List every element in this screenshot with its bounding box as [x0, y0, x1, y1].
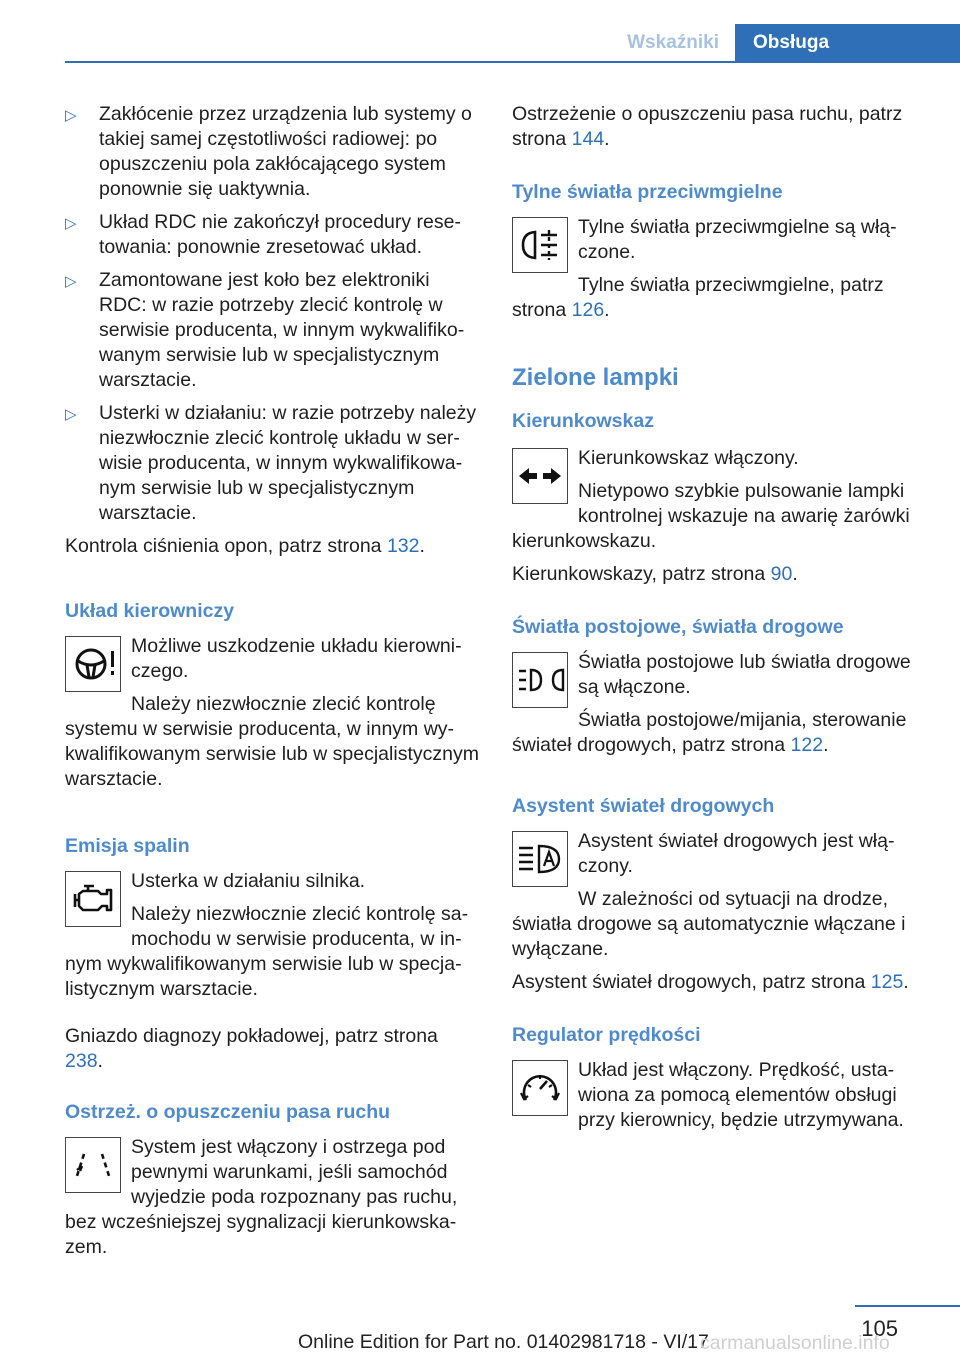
high-beam-text-1: Asystent świateł drogowych jest włączony. [578, 830, 895, 877]
list-item: ▷ Zamontowane jest koło bez elektroniki RDC: w razie potrzeby zlecić kontrolę w serwisie producenta, w innym wykwalifikowanym serwisie lub w specjalistycznym warsztacie. [65, 269, 465, 391]
list-item: ▷ Układ RDC nie zakończył procedury resetowania: ponownie zresetować układ. [65, 211, 461, 258]
triangle-bullet-icon: ▷ [65, 406, 77, 423]
rear-fog-entry [512, 215, 932, 331]
parking-entry [512, 650, 932, 766]
triangle-bullet-icon: ▷ [65, 273, 77, 290]
list-item: ▷ Usterki w działaniu: w razie potrzeby należy niezwłocznie zlecić kontrolę układu w serwisie producenta, w innym wykwalifikowanym serwisie lub w specjalistycznym warsztacie. [65, 402, 477, 524]
parking-light-icon [512, 652, 568, 708]
page-link[interactable]: 126 [571, 299, 605, 321]
page-link[interactable]: 125 [870, 971, 904, 993]
rear-fog-text-1: Tylne światła przeciwmgielne są włączone. [578, 216, 897, 263]
section-title-high-beam: Asystent świateł drogowych [512, 795, 775, 817]
page-number: 105 [861, 1316, 898, 1341]
turn-entry [512, 446, 932, 562]
rear-fog-text-2: Tylne światła przeciwmgielne, patrz strona 126. [512, 274, 884, 321]
chapter-title-green-lamps: Zielone lampki [512, 364, 679, 391]
steering-text-1: Możliwe uszkodzenie układu kierowniczego. [131, 635, 462, 682]
emissions-text-2: Należy niezwłocznie zlecić kontrolę samochodu w serwisie producenta, w innym wykwalifikowanym serwisie lub w specjalistycznym warsztacie. [65, 903, 469, 1000]
turn-text-1: Kierunkowskaz włączony. [578, 447, 799, 469]
triangle-bullet-icon: ▷ [65, 107, 77, 124]
section-title-turn: Kierunkowskaz [512, 410, 654, 432]
engine-warning-icon [65, 871, 121, 927]
tab-section[interactable]: Wskaźniki [627, 32, 719, 53]
cruise-entry [512, 1058, 932, 1141]
parking-text-1: Światła postojowe lub światła drogowe są włączone. [578, 651, 911, 698]
cruise-control-icon [512, 1060, 568, 1116]
lane-text-1: System jest włączony i ostrzega pod pewnymi warunkami, jeśli samochód wyjedzie poda rozpoznany pas ruchu, bez wcześniejszej sygnalizacji kierunkowskazem. [65, 1136, 458, 1258]
lane-entry [65, 1135, 479, 1268]
page-link[interactable]: 132 [386, 535, 420, 557]
page-link[interactable]: 90 [770, 563, 793, 585]
right-column [512, 102, 932, 1141]
footer-edition: Online Edition for Part no. 01402981718 - VI/17 [298, 1331, 709, 1353]
section-title-lane: Ostrzeż. o opuszczeniu pasa ruchu [65, 1101, 391, 1123]
steering-text-2: Należy niezwłocznie zlecić kontrolę systemu w serwisie producenta, w innym wykwalifikowanym serwisie lub w specjalistycznym warsztacie. [65, 693, 479, 790]
section-title-parking: Światła postojowe, światła drogowe [512, 616, 844, 638]
page-link[interactable]: 238 [65, 1050, 98, 1072]
turn-text-2: Nietypowo szybkie pulsowanie lampki kontrolnej wskazuje na awarię żarówki kierunkowskazu. [512, 480, 910, 552]
parking-text-2: Światła postojowe/mijania, sterowanie świateł drogowych, patrz strona 122. [512, 709, 907, 756]
list-item: ▷ Zakłócenie przez urządzenia lub systemy o takiej samej częstotliwości radiowej: po opuszczeniu pola zakłócającego system ponownie się uaktywnia. [65, 103, 472, 200]
diagnosis-reference: Gniazdo diagnozy pokładowej, patrz strona 238. [65, 1025, 438, 1072]
emissions-entry [65, 869, 479, 1010]
section-title-cruise: Regulator prędkości [512, 1024, 701, 1046]
page-link[interactable]: 122 [790, 734, 824, 756]
section-title-emissions: Emisja spalin [65, 835, 190, 857]
emissions-text-1: Usterka w działaniu silnika. [131, 870, 366, 892]
triangle-bullet-icon: ▷ [65, 215, 77, 232]
page-link[interactable]: 144 [571, 128, 605, 150]
lane-reference: Ostrzeżenie o opuszczeniu pasa ruchu, patrz strona 144. [512, 103, 903, 150]
footer-watermark: carmanualsonline.info [700, 1332, 890, 1354]
bullet-list [65, 102, 479, 526]
high-beam-assist-icon [512, 831, 568, 887]
turn-reference: Kierunkowskazy, patrz strona 90. [512, 563, 798, 585]
tire-pressure-reference: Kontrola ciśnienia opon, patrz strona 132. [65, 535, 425, 557]
lane-departure-icon [65, 1137, 121, 1193]
section-title-steering: Układ kierowniczy [65, 600, 235, 622]
section-title-rear-fog: Tylne światła przeciwmgielne [512, 181, 783, 203]
footer-rule [855, 1305, 960, 1307]
left-column [65, 102, 479, 1268]
high-beam-reference: Asystent świateł drogowych, patrz strona 125. [512, 971, 909, 993]
header-rule [65, 61, 960, 63]
turn-signal-icon [512, 448, 568, 504]
header-tabs [607, 24, 960, 62]
rear-fog-light-icon [512, 217, 568, 273]
steering-entry [65, 634, 479, 800]
tab-chapter[interactable]: Obsługa [735, 24, 960, 62]
high-beam-text-2: W zależności od sytuacji na drodze, światła drogowe są automatycznie włączane i wyłączane. [512, 888, 906, 960]
steering-warning-icon [65, 636, 121, 692]
high-beam-entry [512, 829, 932, 970]
cruise-text-1: Układ jest włączony. Prędkość, ustawiona za pomocą elementów obsługi przy kierownicy, będzie utrzymywana. [578, 1059, 904, 1131]
